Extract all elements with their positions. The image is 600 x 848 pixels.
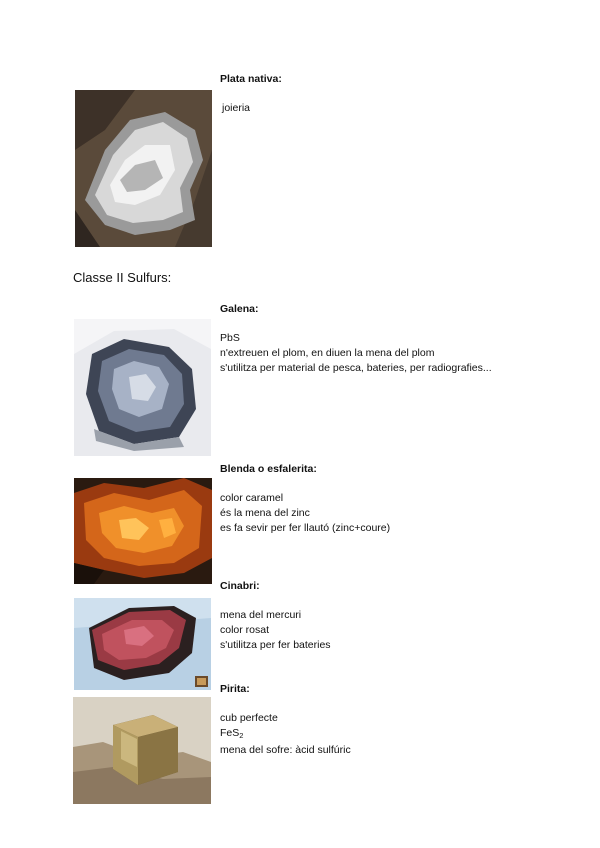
- plata-nativa-description: [222, 101, 250, 116]
- plata-nativa-photo: [75, 90, 212, 247]
- pirita-formula-subscript: 2: [239, 731, 244, 740]
- plata-nativa-title: Plata nativa:: [220, 73, 282, 85]
- plata-line-1: joieria: [222, 102, 251, 114]
- cinabri-title: Cinabri:: [220, 580, 260, 592]
- blenda-description: [220, 491, 390, 536]
- cinabri-description: [220, 608, 331, 653]
- blenda-line-2: és la mena del zinc: [220, 507, 310, 519]
- galena-line-2: n'extreuen el plom, en diuen la mena del plom: [220, 347, 435, 359]
- cinabri-line-1: mena del mercuri: [220, 609, 302, 621]
- cinabri-line-2: color rosat: [220, 624, 270, 636]
- pirita-description: [220, 711, 351, 758]
- galena-line-1: PbS: [220, 332, 240, 344]
- cinabri-line-3: s'utilitza per fer bateries: [220, 639, 331, 651]
- blenda-line-3: es fa sevir per fer llautó (zinc+coure): [220, 522, 391, 534]
- blenda-photo: [74, 478, 212, 584]
- blenda-title: Blenda o esfalerita:: [220, 463, 317, 475]
- cinabri-photo: [74, 598, 211, 690]
- pirita-line-3: mena del sofre: àcid sulfúric: [220, 744, 351, 756]
- pirita-line-1: cub perfecte: [220, 712, 278, 724]
- pirita-formula: FeS: [220, 727, 240, 739]
- galena-description: [220, 331, 492, 376]
- galena-title: Galena:: [220, 303, 259, 315]
- galena-line-3: s'utilitza per material de pesca, bateries, per radiografies...: [220, 362, 492, 374]
- class-ii-heading: Classe II Sulfurs:: [73, 270, 172, 285]
- blenda-line-1: color caramel: [220, 492, 284, 504]
- galena-photo: [74, 319, 211, 456]
- pirita-photo: [73, 697, 211, 804]
- pirita-line-2: [220, 726, 351, 743]
- pirita-title: Pirita:: [220, 683, 250, 695]
